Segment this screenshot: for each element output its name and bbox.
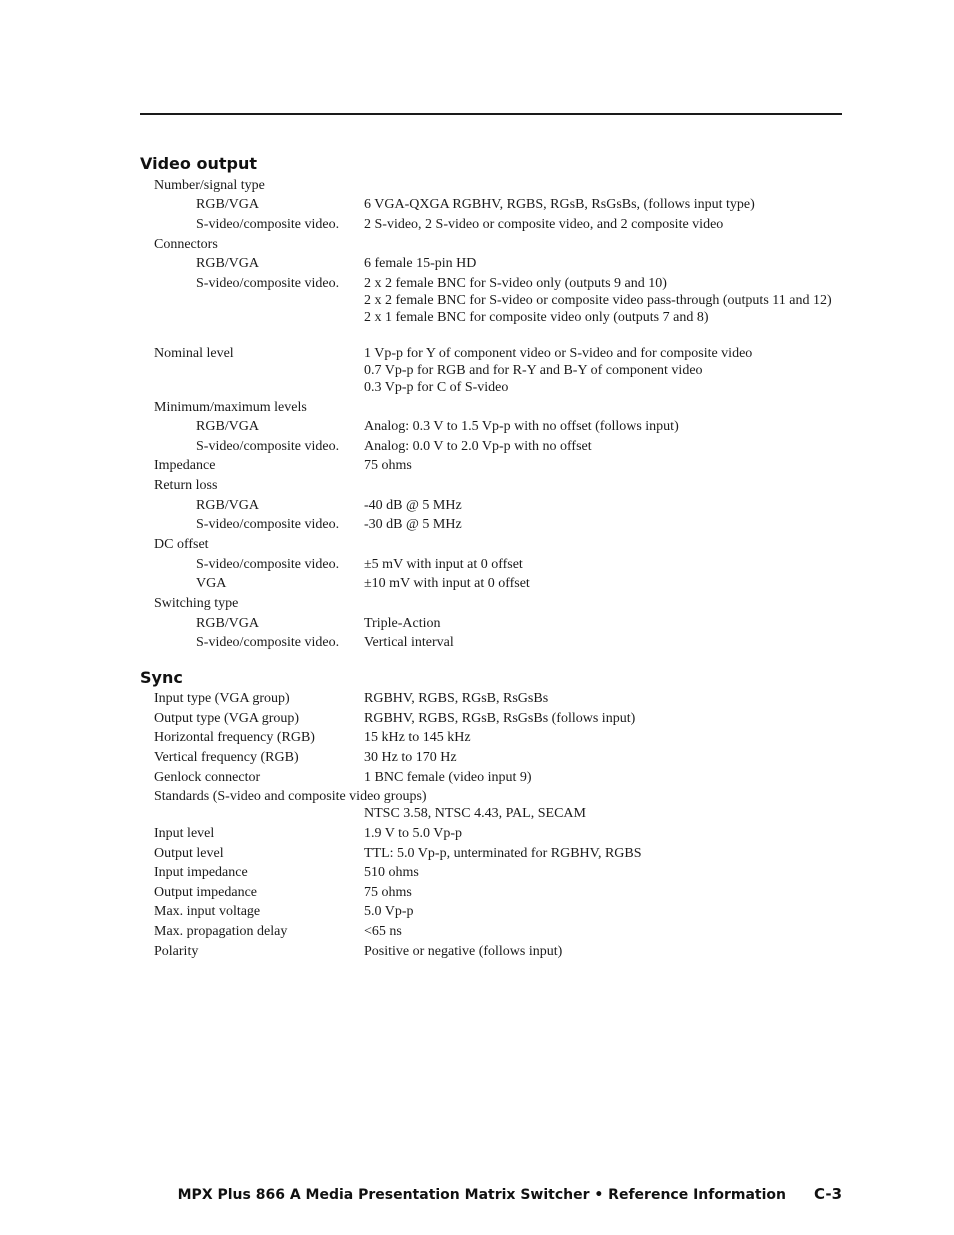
spec-label: S-video/composite video.	[196, 517, 340, 532]
spec-label: S-video/composite video.	[196, 557, 340, 572]
spec-label: Vertical frequency (RGB)	[154, 750, 299, 765]
spec-value: TTL: 5.0 Vp-p, unterminated for RGBHV, RGBS	[364, 846, 642, 861]
page-number: C-3	[813, 1185, 842, 1203]
spec-label: Polarity	[154, 944, 199, 959]
spec-value: Vertical interval	[364, 635, 454, 650]
spec-label: S-video/composite video.	[196, 439, 340, 454]
spec-label: Output level	[154, 846, 224, 861]
spec-label: RGB/VGA	[196, 419, 260, 434]
footer-title: MPX Plus 866 A Media Presentation Matrix Switcher • Reference Information	[177, 1187, 786, 1203]
spec-label: VGA	[196, 576, 227, 591]
spec-label: RGB/VGA	[196, 616, 260, 631]
spec-label: Output impedance	[154, 885, 258, 900]
spec-value: 75 ohms	[364, 885, 412, 900]
spec-value: -30 dB @ 5 MHz	[364, 517, 462, 532]
spec-value: RGBHV, RGBS, RGsB, RsGsBs (follows input)	[364, 711, 636, 726]
spec-label: S-video/composite video.	[196, 276, 340, 291]
spec-value-multiline: 2 x 2 female BNC for S-video only (outputs 9 and 10) 2 x 2 female BNC for S-video or composite video pass-through (outputs 11 and 12) 2 x 1 female BNC for composite video only (outputs 7 and 8)	[364, 276, 832, 325]
spec-value: 510 ohms	[364, 865, 419, 880]
spec-label: S-video/composite video.	[196, 635, 340, 650]
spec-value: ±10 mV with input at 0 offset	[364, 576, 530, 591]
spec-value: Positive or negative (follows input)	[364, 944, 563, 959]
spec-label: Input level	[154, 826, 215, 841]
spec-label: Impedance	[154, 458, 216, 473]
spec-value: NTSC 3.58, NTSC 4.43, PAL, SECAM	[364, 806, 586, 821]
section-title-video-output: Video output	[140, 154, 257, 173]
spec-label: Max. propagation delay	[154, 924, 288, 939]
spec-value: 75 ohms	[364, 458, 412, 473]
spec-value: <65 ns	[364, 924, 402, 939]
spec-value: Analog: 0.3 V to 1.5 Vp-p with no offset (follows input)	[364, 419, 679, 434]
spec-label: Genlock connector	[154, 770, 261, 785]
spec-value: Triple-Action	[364, 616, 441, 631]
spec-label: S-video/composite video.	[196, 217, 340, 232]
spec-value: ±5 mV with input at 0 offset	[364, 557, 523, 572]
spec-label: RGB/VGA	[196, 256, 260, 271]
page-footer	[0, 1184, 842, 1205]
spec-value: Analog: 0.0 V to 2.0 Vp-p with no offset	[364, 439, 592, 454]
spec-label: Input type (VGA group)	[154, 691, 290, 706]
spec-value: 1 BNC female (video input 9)	[364, 770, 532, 785]
spec-value: 30 Hz to 170 Hz	[364, 750, 457, 765]
spec-value: 6 female 15-pin HD	[364, 256, 477, 271]
header-rule	[140, 113, 842, 115]
spec-value: 5.0 Vp-p	[364, 904, 414, 919]
spec-value: RGBHV, RGBS, RGsB, RsGsBs	[364, 691, 549, 706]
spec-label: RGB/VGA	[196, 498, 260, 513]
spec-value: 6 VGA-QXGA RGBHV, RGBS, RGsB, RsGsBs, (follows input type)	[364, 197, 755, 212]
section-title-sync: Sync	[140, 668, 183, 687]
spec-value: -40 dB @ 5 MHz	[364, 498, 462, 513]
spec-value: 1.9 V to 5.0 Vp-p	[364, 826, 463, 841]
spec-label: RGB/VGA	[196, 197, 260, 212]
spec-value-multiline: 1 Vp-p for Y of component video or S-video and for composite video 0.7 Vp-p for RGB and for R-Y and B-Y of component video 0.3 Vp-p for C of S-video	[364, 346, 753, 395]
spec-label: Input impedance	[154, 865, 248, 880]
spec-label: Max. input voltage	[154, 904, 261, 919]
spec-value: 2 S-video, 2 S-video or composite video, and 2 composite video	[364, 217, 724, 232]
spec-label: Output type (VGA group)	[154, 711, 300, 726]
spec-value: 15 kHz to 145 kHz	[364, 730, 471, 745]
spec-label: Horizontal frequency (RGB)	[154, 730, 315, 745]
spec-label: Nominal level	[154, 346, 234, 361]
